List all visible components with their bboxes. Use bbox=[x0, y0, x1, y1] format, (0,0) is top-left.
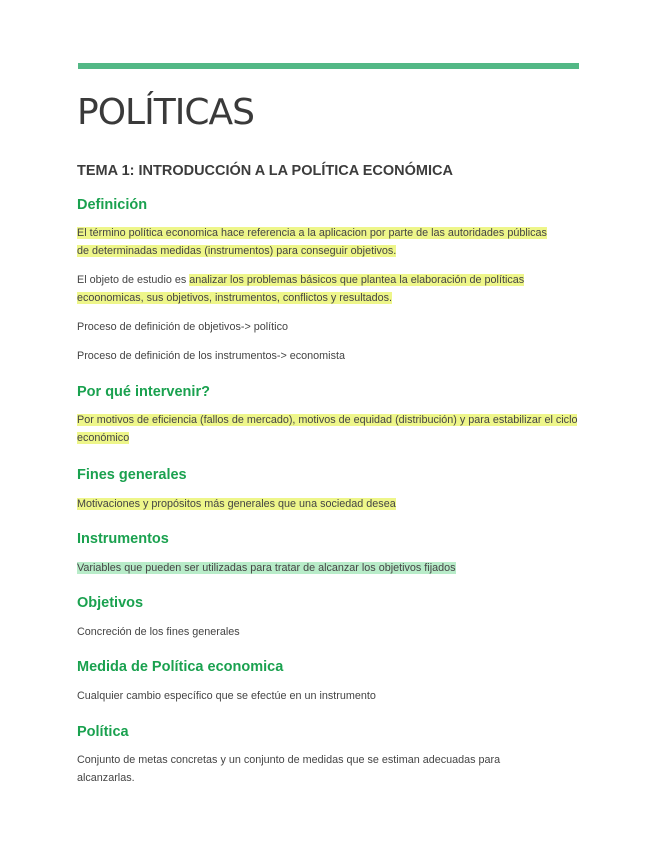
heading-por-que-intervenir: Por qué intervenir? bbox=[77, 384, 210, 400]
highlight-definicion: El término política economica hace referencia a la aplicacion por parte de las autoridades públicas de determinadas medidas (instrumentos) para conseguir objetivos. bbox=[77, 227, 547, 257]
highlight-instrumentos: Variables que pueden ser utilizadas para tratar de alcanzar los objetivos fijados bbox=[77, 562, 456, 574]
paragraph-intervenir bbox=[77, 411, 582, 447]
page-title: POLÍTICAS bbox=[77, 92, 254, 133]
heading-objetivos: Objetivos bbox=[77, 595, 144, 611]
paragraph-definicion bbox=[77, 224, 547, 260]
paragraph-proceso-objetivos: Proceso de definición de objetivos-> político bbox=[77, 321, 288, 333]
paragraph-fines-generales bbox=[77, 495, 582, 513]
highlight-objeto-estudio: analizar los problemas básicos que plantea la elaboración de políticas ecoonomicas, sus objetivos, instrumentos, conflictos y resultados. bbox=[77, 274, 525, 304]
paragraph-instrumentos bbox=[77, 559, 582, 577]
heading-politica: Política bbox=[77, 724, 129, 740]
heading-instrumentos: Instrumentos bbox=[77, 531, 169, 547]
paragraph-objetivos: Concreción de los fines generales bbox=[77, 626, 240, 638]
paragraph-objeto-estudio bbox=[77, 271, 567, 307]
section-title-tema-1: TEMA 1: INTRODUCCIÓN A LA POLÍTICA ECONÓMICA bbox=[77, 163, 453, 179]
heading-definicion: Definición bbox=[77, 197, 148, 213]
heading-fines-generales: Fines generales bbox=[77, 467, 187, 483]
highlight-intervenir: Por motivos de eficiencia (fallos de mercado), motivos de equidad (distribución) y para estabilizar el ciclo económico bbox=[77, 414, 578, 444]
heading-medida-politica-economica: Medida de Política economica bbox=[77, 659, 284, 675]
highlight-fines-generales: Motivaciones y propósitos más generales que una sociedad desea bbox=[77, 498, 396, 510]
paragraph-medida: Cualquier cambio específico que se efectúe en un instrumento bbox=[77, 690, 376, 702]
header-accent-bar bbox=[78, 63, 579, 69]
paragraph-proceso-instrumentos: Proceso de definición de los instrumentos-> economista bbox=[77, 350, 345, 362]
paragraph-politica: Conjunto de metas concretas y un conjunto de medidas que se estiman adecuadas para alcanzarlas. bbox=[77, 754, 501, 784]
text-objeto-estudio: El objeto de estudio es bbox=[77, 274, 190, 286]
